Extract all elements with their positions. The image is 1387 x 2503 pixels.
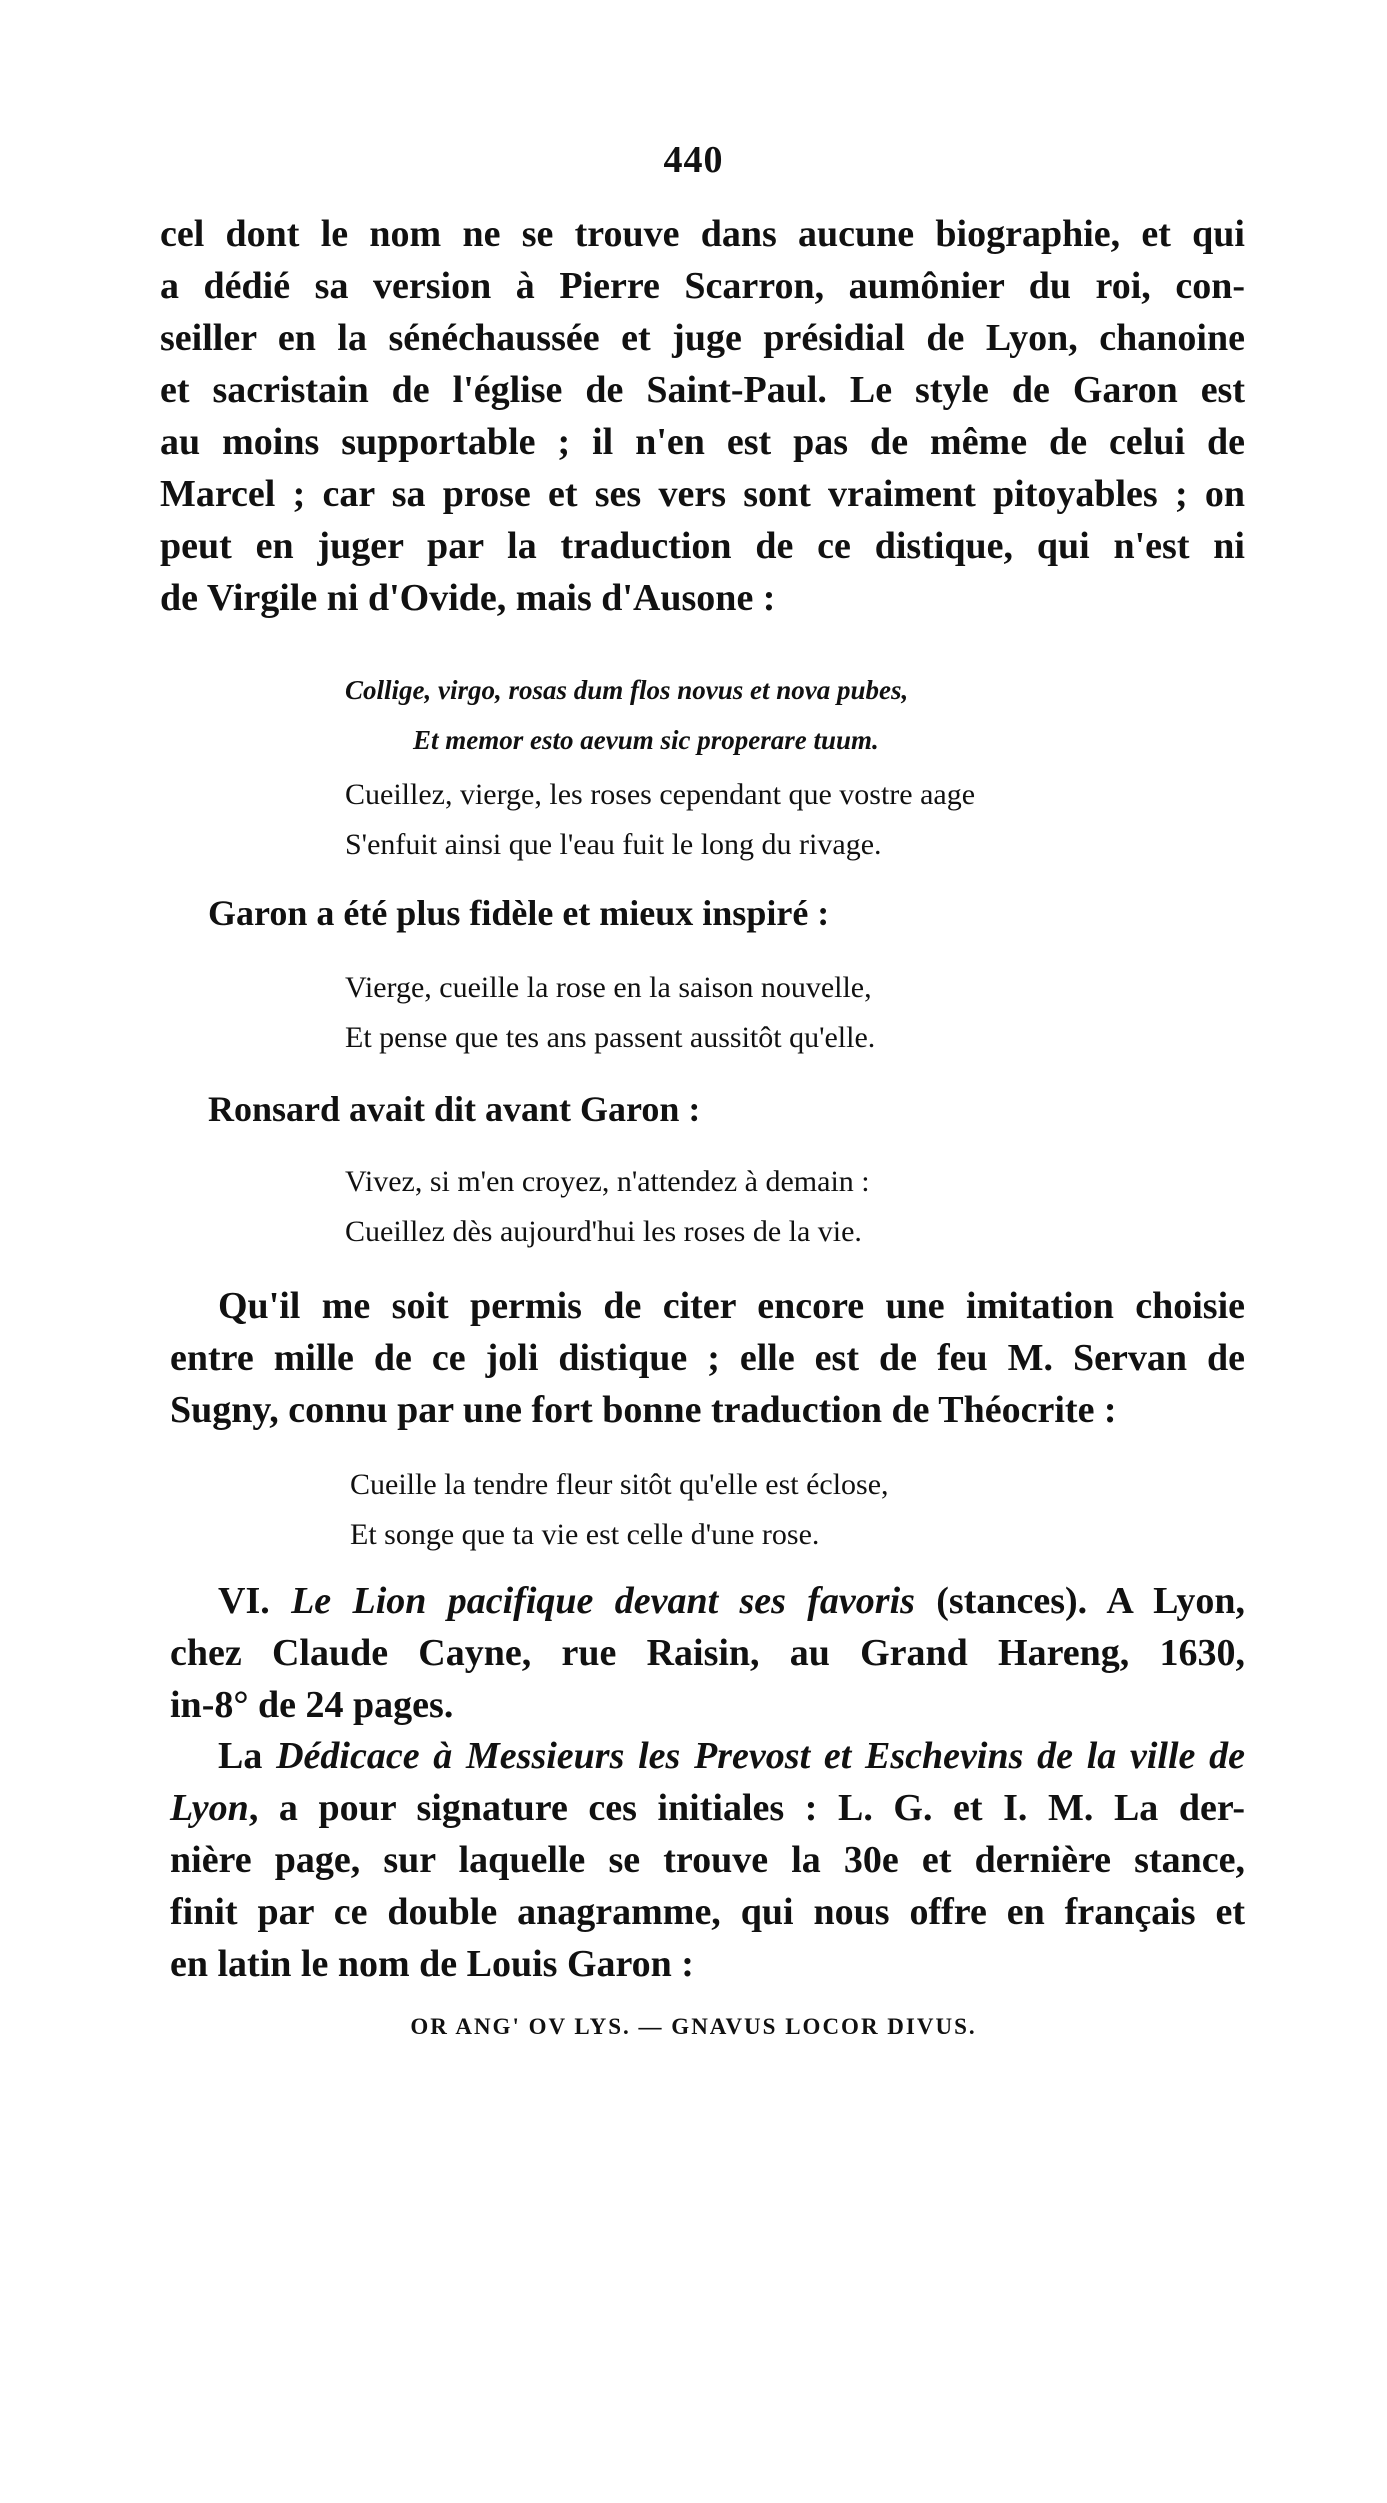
text-line: nière page, sur laquelle se trouve la 30e et dernière stance, (170, 1839, 1245, 1881)
dedication-title: Dédicace à Messieurs les Prevost et Eschevins de la ville de (276, 1735, 1245, 1777)
dedication-title-end: Lyon (170, 1787, 249, 1829)
text-line: cel dont le nom ne se trouve dans aucune biographie, et qui (160, 213, 1245, 255)
verse-line: Cueillez dès aujourd'hui les roses de la vie. (345, 1215, 862, 1248)
verse-line: Cueillez, vierge, les roses cependant que vostre aage (345, 778, 976, 811)
paragraph-servan (170, 1280, 1245, 1436)
text-fragment: , a pour signature ces initiales : L. G. et I. M. La der- (248, 1787, 1245, 1829)
text-line: entre mille de ce joli distique ; elle est de feu M. Servan de (170, 1337, 1245, 1379)
text-line: peut en juger par la traduction de ce distique, qui n'est ni (160, 525, 1245, 567)
text-line: en latin le nom de Louis Garon : (170, 1943, 694, 1985)
verse-line: Et songe que ta vie est celle d'une rose. (350, 1518, 820, 1551)
text-line: chez Claude Cayne, rue Raisin, au Grand Hareng, 1630, (170, 1632, 1245, 1674)
verse-line: Et pense que tes ans passent aussitôt qu'elle. (345, 1021, 876, 1054)
verse-line: Et memor esto aevum sic properare tuum. (413, 725, 879, 755)
section-numeral: VI. (218, 1580, 270, 1622)
text-line: et sacristain de l'église de Saint-Paul. Le style de Garon est (160, 369, 1245, 411)
verse-line: S'enfuit ainsi que l'eau fuit le long du rivage. (345, 828, 882, 861)
text-line: in-8° de 24 pages. (170, 1684, 454, 1726)
servan-verse (350, 1460, 889, 1560)
paragraph-lion-pacifique (170, 1575, 1245, 1731)
garon-translation (345, 963, 875, 1063)
anagram-line: OR ANG' OV LYS. — GNAVUS LOCOR DIVUS. (410, 2014, 977, 2039)
work-title: Le Lion pacifique devant ses favoris (291, 1580, 915, 1622)
ronsard-verse (345, 1157, 870, 1257)
verse-line: Vierge, cueille la rose en la saison nouvelle, (345, 971, 872, 1004)
verse-line: Vivez, si m'en croyez, n'attendez à demain : (345, 1165, 870, 1198)
text-line: au moins supportable ; il n'en est pas de même de celui de (160, 421, 1245, 463)
latin-distich (345, 665, 908, 765)
garon-intro: Garon a été plus fidèle et mieux inspiré : (208, 893, 830, 933)
ronsard-intro: Ronsard avait dit avant Garon : (208, 1089, 701, 1129)
page-number: 440 (663, 139, 724, 181)
text-line: de Virgile ni d'Ovide, mais d'Ausone : (160, 577, 776, 619)
text-line: Qu'il me soit permis de citer encore une imitation choisie (218, 1285, 1245, 1327)
text-line: finit par ce double anagramme, qui nous offre en français et (170, 1891, 1245, 1933)
text-line: a dédié sa version à Pierre Scarron, aumônier du roi, con- (160, 265, 1245, 307)
verse-line: Cueille la tendre fleur sitôt qu'elle est éclose, (350, 1468, 889, 1501)
text-fragment: La (218, 1735, 263, 1777)
text-line (170, 1782, 1245, 1834)
marcel-translation (345, 770, 975, 870)
paragraph-marcel-garon (160, 208, 1245, 624)
text-fragment: (stances). A Lyon, (936, 1580, 1246, 1622)
paragraph-dedicace (170, 1730, 1245, 1990)
text-line (170, 1575, 1245, 1627)
text-line: Marcel ; car sa prose et ses vers sont vraiment pitoyables ; on (160, 473, 1245, 515)
text-line: seiller en la sénéchaussée et juge présidial de Lyon, chanoine (160, 317, 1245, 359)
text-line (170, 1730, 1245, 1782)
text-line: Sugny, connu par une fort bonne traduction de Théocrite : (170, 1389, 1117, 1431)
verse-line: Collige, virgo, rosas dum flos novus et nova pubes, (345, 675, 909, 705)
